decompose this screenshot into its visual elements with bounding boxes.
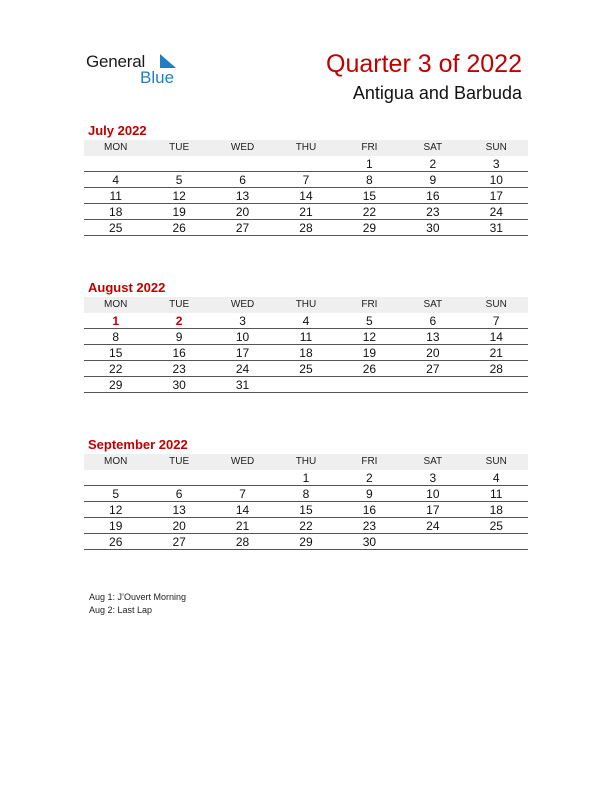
day-cell: 21 [299, 205, 313, 219]
day-cell: 28 [489, 362, 503, 376]
week-row [84, 313, 528, 329]
weekday-header-row [84, 140, 528, 156]
day-cell: 2 [366, 471, 373, 485]
day-cell: 27 [235, 221, 250, 235]
day-cell: 18 [109, 205, 123, 219]
day-cell: 9 [429, 173, 437, 187]
weekday-label: WED [230, 142, 255, 153]
day-cell: 1 [366, 157, 373, 171]
week-row [84, 486, 528, 502]
weekday-label: FRI [361, 299, 378, 310]
day-cell: 3 [492, 157, 500, 171]
week-row [84, 502, 528, 518]
day-cell: 18 [299, 346, 313, 360]
day-cell: 16 [362, 503, 377, 517]
day-cell: 5 [175, 173, 183, 187]
day-cell: 22 [109, 362, 123, 376]
day-cell: 2 [175, 314, 183, 328]
day-cell: 6 [175, 487, 183, 501]
week-row [84, 345, 528, 361]
day-cell: 11 [299, 330, 313, 344]
day-cell: 24 [426, 519, 440, 533]
day-cell: 2 [429, 157, 437, 171]
week-row [84, 470, 528, 486]
day-cell: 29 [299, 535, 313, 549]
weekday-label: FRI [361, 142, 378, 153]
day-cell: 7 [302, 173, 310, 187]
day-cell: 14 [235, 503, 250, 517]
week-row [84, 377, 528, 393]
day-cell: 1 [112, 314, 120, 328]
day-cell: 24 [489, 205, 503, 219]
weekday-label: SUN [485, 142, 507, 153]
day-cell: 9 [175, 330, 183, 344]
day-cell: 22 [362, 205, 377, 219]
day-cell: 16 [426, 189, 440, 203]
day-cell: 4 [492, 471, 500, 485]
day-cell: 23 [362, 519, 377, 533]
day-cell: 21 [235, 519, 250, 533]
month-title: August 2022 [88, 280, 166, 295]
week-row [84, 534, 528, 550]
day-cell: 31 [489, 221, 503, 235]
weekday-label: SAT [423, 299, 443, 310]
day-cell: 3 [239, 314, 246, 328]
day-cell: 11 [490, 487, 503, 501]
empty-day-cell [465, 377, 528, 392]
day-cell: 20 [426, 346, 440, 360]
day-cell: 31 [235, 378, 250, 392]
weekday-label: THU [295, 142, 317, 153]
day-cell: 17 [426, 503, 440, 517]
day-cell: 29 [109, 378, 123, 392]
day-cell: 7 [239, 487, 246, 501]
day-cell: 10 [489, 173, 503, 187]
empty-day-cell [147, 156, 210, 171]
week-row [84, 204, 528, 220]
day-cell: 7 [492, 314, 500, 328]
empty-day-cell [84, 470, 147, 485]
day-cell: 20 [235, 205, 250, 219]
day-cell: 21 [489, 346, 503, 360]
day-cell: 10 [235, 330, 250, 344]
weekday-label: THU [295, 456, 317, 467]
empty-day-cell [465, 534, 528, 549]
day-cell: 16 [172, 346, 186, 360]
week-row [84, 329, 528, 345]
weekday-label: SAT [423, 142, 443, 153]
day-cell: 26 [172, 221, 186, 235]
day-cell: 20 [172, 519, 186, 533]
day-cell: 15 [362, 189, 377, 203]
page-subtitle: Antigua and Barbuda [352, 83, 522, 103]
day-cell: 18 [489, 503, 503, 517]
weekday-label: FRI [361, 456, 378, 467]
day-cell: 14 [489, 330, 503, 344]
empty-day-cell [401, 534, 464, 549]
day-cell: 27 [426, 362, 440, 376]
holiday-note: Aug 2: Last Lap [89, 605, 153, 615]
day-cell: 25 [299, 362, 313, 376]
day-cell: 28 [299, 221, 313, 235]
day-cell: 14 [299, 189, 313, 203]
day-cell: 8 [366, 173, 373, 187]
logo-flag-icon [160, 54, 176, 68]
day-cell: 13 [235, 189, 250, 203]
day-cell: 27 [172, 535, 186, 549]
day-cell: 26 [362, 362, 377, 376]
weekday-label: MON [104, 299, 128, 310]
weekday-label: WED [230, 456, 255, 467]
day-cell: 30 [172, 378, 186, 392]
empty-day-cell [211, 156, 274, 171]
logo-word-blue: Blue [140, 68, 175, 87]
empty-day-cell [211, 470, 274, 485]
day-cell: 30 [362, 535, 377, 549]
month-block-july [84, 122, 528, 236]
week-row [84, 220, 528, 236]
day-cell: 26 [109, 535, 123, 549]
day-cell: 24 [235, 362, 250, 376]
day-cell: 19 [362, 346, 377, 360]
empty-day-cell [274, 156, 337, 171]
week-row [84, 172, 528, 188]
empty-day-cell [401, 377, 464, 392]
day-cell: 29 [362, 221, 377, 235]
month-title: July 2022 [88, 123, 147, 138]
day-cell: 6 [429, 314, 437, 328]
day-cell: 28 [235, 535, 250, 549]
weekday-label: TUE [169, 142, 190, 153]
weekday-label: TUE [169, 299, 190, 310]
day-cell: 6 [239, 173, 246, 187]
day-cell: 23 [172, 362, 186, 376]
day-cell: 12 [362, 330, 377, 344]
weekday-label: MON [104, 142, 128, 153]
week-row [84, 156, 528, 172]
weekday-label: TUE [169, 456, 190, 467]
brand-logo [86, 52, 196, 92]
day-cell: 25 [109, 221, 123, 235]
day-cell: 23 [426, 205, 440, 219]
day-cell: 13 [172, 503, 186, 517]
holiday-notes [89, 591, 186, 617]
page-title: Quarter 3 of 2022 [326, 50, 522, 78]
day-cell: 19 [172, 205, 186, 219]
empty-day-cell [274, 377, 337, 392]
month-block-august [84, 279, 528, 393]
month-block-september [84, 436, 528, 550]
day-cell: 10 [426, 487, 440, 501]
week-row [84, 518, 528, 534]
weekday-header-row [84, 297, 528, 313]
weekday-label: SUN [485, 456, 507, 467]
day-cell: 3 [429, 471, 437, 485]
weekday-label: SAT [423, 456, 443, 467]
weekday-label: THU [295, 299, 317, 310]
day-cell: 22 [299, 519, 313, 533]
day-cell: 4 [112, 173, 120, 187]
weekday-header-row [84, 454, 528, 470]
logo-word-general: General [86, 52, 146, 71]
day-cell: 1 [302, 471, 310, 485]
week-row [84, 188, 528, 204]
holiday-note: Aug 1: J’Ouvert Morning [89, 592, 187, 602]
day-cell: 19 [109, 519, 123, 533]
weekday-label: WED [230, 299, 255, 310]
day-cell: 12 [172, 189, 186, 203]
day-cell: 5 [112, 487, 120, 501]
day-cell: 8 [112, 330, 120, 344]
weekday-label: SUN [485, 299, 507, 310]
day-cell: 4 [302, 314, 310, 328]
day-cell: 25 [489, 519, 503, 533]
empty-day-cell [338, 377, 401, 392]
day-cell: 17 [235, 346, 250, 360]
day-cell: 13 [426, 330, 440, 344]
day-cell: 17 [489, 189, 503, 203]
day-cell: 9 [366, 487, 373, 501]
empty-day-cell [84, 156, 147, 171]
week-row [84, 361, 528, 377]
day-cell: 8 [302, 487, 310, 501]
day-cell: 12 [109, 503, 123, 517]
weekday-label: MON [104, 456, 128, 467]
day-cell: 15 [109, 346, 123, 360]
empty-day-cell [147, 470, 210, 485]
day-cell: 30 [426, 221, 440, 235]
day-cell: 5 [366, 314, 373, 328]
day-cell: 11 [109, 189, 122, 203]
month-title: September 2022 [88, 437, 188, 452]
day-cell: 15 [299, 503, 313, 517]
